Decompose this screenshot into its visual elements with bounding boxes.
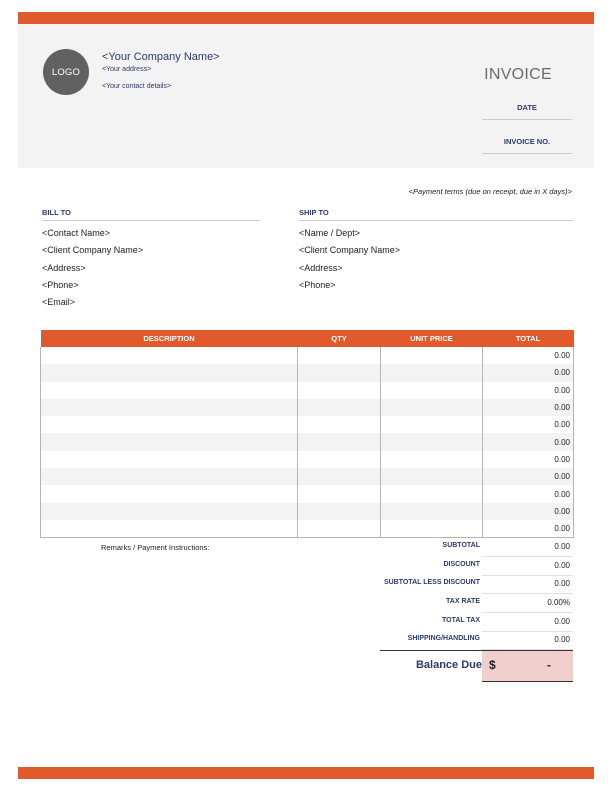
summary-label: SUBTOTAL LESS DISCOUNT [383,579,480,586]
company-contact: <Your contact details> [102,83,172,90]
column-header-qty: QTY [298,330,381,347]
summary-row [380,631,573,650]
cell-unit-price[interactable] [381,451,483,468]
summary-value[interactable]: 0.00 [482,631,573,650]
cell-description[interactable] [41,520,298,537]
column-header-unit-price: UNIT PRICE [381,330,483,347]
ship-to-line[interactable]: <Name / Dept> [299,228,361,238]
ship-to-details [299,225,400,294]
summary-value[interactable]: 0.00 [482,613,573,632]
balance-due-amount: - [547,658,551,672]
table-row [41,382,574,399]
cell-description[interactable] [41,382,298,399]
table-header-row [41,330,574,347]
cell-total[interactable]: 0.00 [483,382,574,399]
cell-total[interactable]: 0.00 [483,416,574,433]
table-row [41,416,574,433]
cell-total[interactable]: 0.00 [483,503,574,520]
summary-value[interactable]: 0.00 [482,575,573,594]
summary-label: TAX RATE [446,598,480,605]
bottom-accent-bar [18,767,594,779]
cell-unit-price[interactable] [381,503,483,520]
cell-description[interactable] [41,485,298,502]
summary-label: SUBTOTAL [442,542,480,549]
balance-due-label: Balance Due [415,659,482,671]
cell-description[interactable] [41,468,298,485]
bill-to-line[interactable]: <Address> [42,262,86,273]
summary-value[interactable]: 0.00% [482,594,573,613]
cell-qty[interactable] [298,399,381,416]
cell-total[interactable]: 0.00 [483,399,574,416]
ship-to-line[interactable]: <Client Company Name> [299,245,401,256]
cell-total[interactable]: 0.00 [483,451,574,468]
summary-value[interactable]: 0.00 [482,557,573,576]
cell-unit-price[interactable] [381,416,483,433]
summary-row [380,613,573,632]
balance-due-box [482,651,573,682]
invoice-title: INVOICE [484,66,552,83]
cell-qty[interactable] [298,468,381,485]
cell-qty[interactable] [298,433,381,450]
table-row [41,520,574,537]
ship-to-line[interactable]: <Address> [299,262,343,273]
summary-value[interactable]: 0.00 [482,538,573,557]
bill-to-line[interactable]: <Client Company Name> [42,245,144,256]
table-row [41,364,574,381]
cell-description[interactable] [41,364,298,381]
cell-total[interactable]: 0.00 [483,520,574,537]
table-row [41,433,574,450]
table-row [41,347,574,364]
line-items-table [40,330,574,538]
cell-total[interactable]: 0.00 [483,433,574,450]
summary-row [380,538,573,557]
cell-unit-price[interactable] [381,433,483,450]
cell-qty[interactable] [298,503,381,520]
cell-qty[interactable] [298,416,381,433]
currency-symbol: $ [489,658,496,672]
bill-to-line[interactable]: <Email> [42,297,76,308]
table-row [41,503,574,520]
column-header-total: TOTAL [483,330,574,347]
summary-row [380,575,573,594]
payment-terms: <Payment terms (due on receipt, due in X days)> [408,187,572,196]
cell-total[interactable]: 0.00 [483,347,574,364]
cell-total[interactable]: 0.00 [483,468,574,485]
company-name: <Your Company Name> [102,51,220,63]
cell-qty[interactable] [298,382,381,399]
cell-unit-price[interactable] [381,382,483,399]
company-address: <Your address> [102,66,152,73]
invoice-number-field[interactable]: INVOICE NO. [482,137,572,154]
cell-unit-price[interactable] [381,520,483,537]
cell-qty[interactable] [298,485,381,502]
invoice-header [18,24,594,168]
cell-qty[interactable] [298,520,381,537]
cell-description[interactable] [41,503,298,520]
cell-total[interactable]: 0.00 [483,485,574,502]
summary-label: DISCOUNT [443,561,480,568]
cell-qty[interactable] [298,451,381,468]
table-row [41,399,574,416]
bill-to-line[interactable]: <Contact Name> [42,228,111,238]
date-field[interactable]: DATE [482,103,572,120]
summary-row [380,594,573,613]
top-accent-bar [18,12,594,24]
remarks-label: Remarks / Payment Instructions: [101,543,210,552]
cell-description[interactable] [41,347,298,364]
summary-label: SHIPPING/HANDLING [407,635,480,642]
cell-description[interactable] [41,433,298,450]
column-header-description: DESCRIPTION [41,330,298,347]
table-row [41,451,574,468]
summary-row [380,557,573,576]
ship-to-line[interactable]: <Phone> [299,279,336,290]
bill-to-title: BILL TO [42,208,260,221]
cell-unit-price[interactable] [381,347,483,364]
cell-unit-price[interactable] [381,399,483,416]
table-row [41,485,574,502]
cell-qty[interactable] [298,364,381,381]
cell-description[interactable] [41,416,298,433]
cell-unit-price[interactable] [381,485,483,502]
cell-unit-price[interactable] [381,468,483,485]
ship-to-title: SHIP TO [299,208,573,221]
cell-description[interactable] [41,399,298,416]
bill-to-line[interactable]: <Phone> [42,279,79,290]
cell-unit-price[interactable] [381,364,483,381]
bill-to-details [42,225,143,311]
cell-description[interactable] [41,451,298,468]
table-row [41,468,574,485]
summary-label: TOTAL TAX [442,617,480,624]
cell-qty[interactable] [298,347,381,364]
company-logo[interactable]: LOGO [43,49,89,95]
cell-total[interactable]: 0.00 [483,364,574,381]
